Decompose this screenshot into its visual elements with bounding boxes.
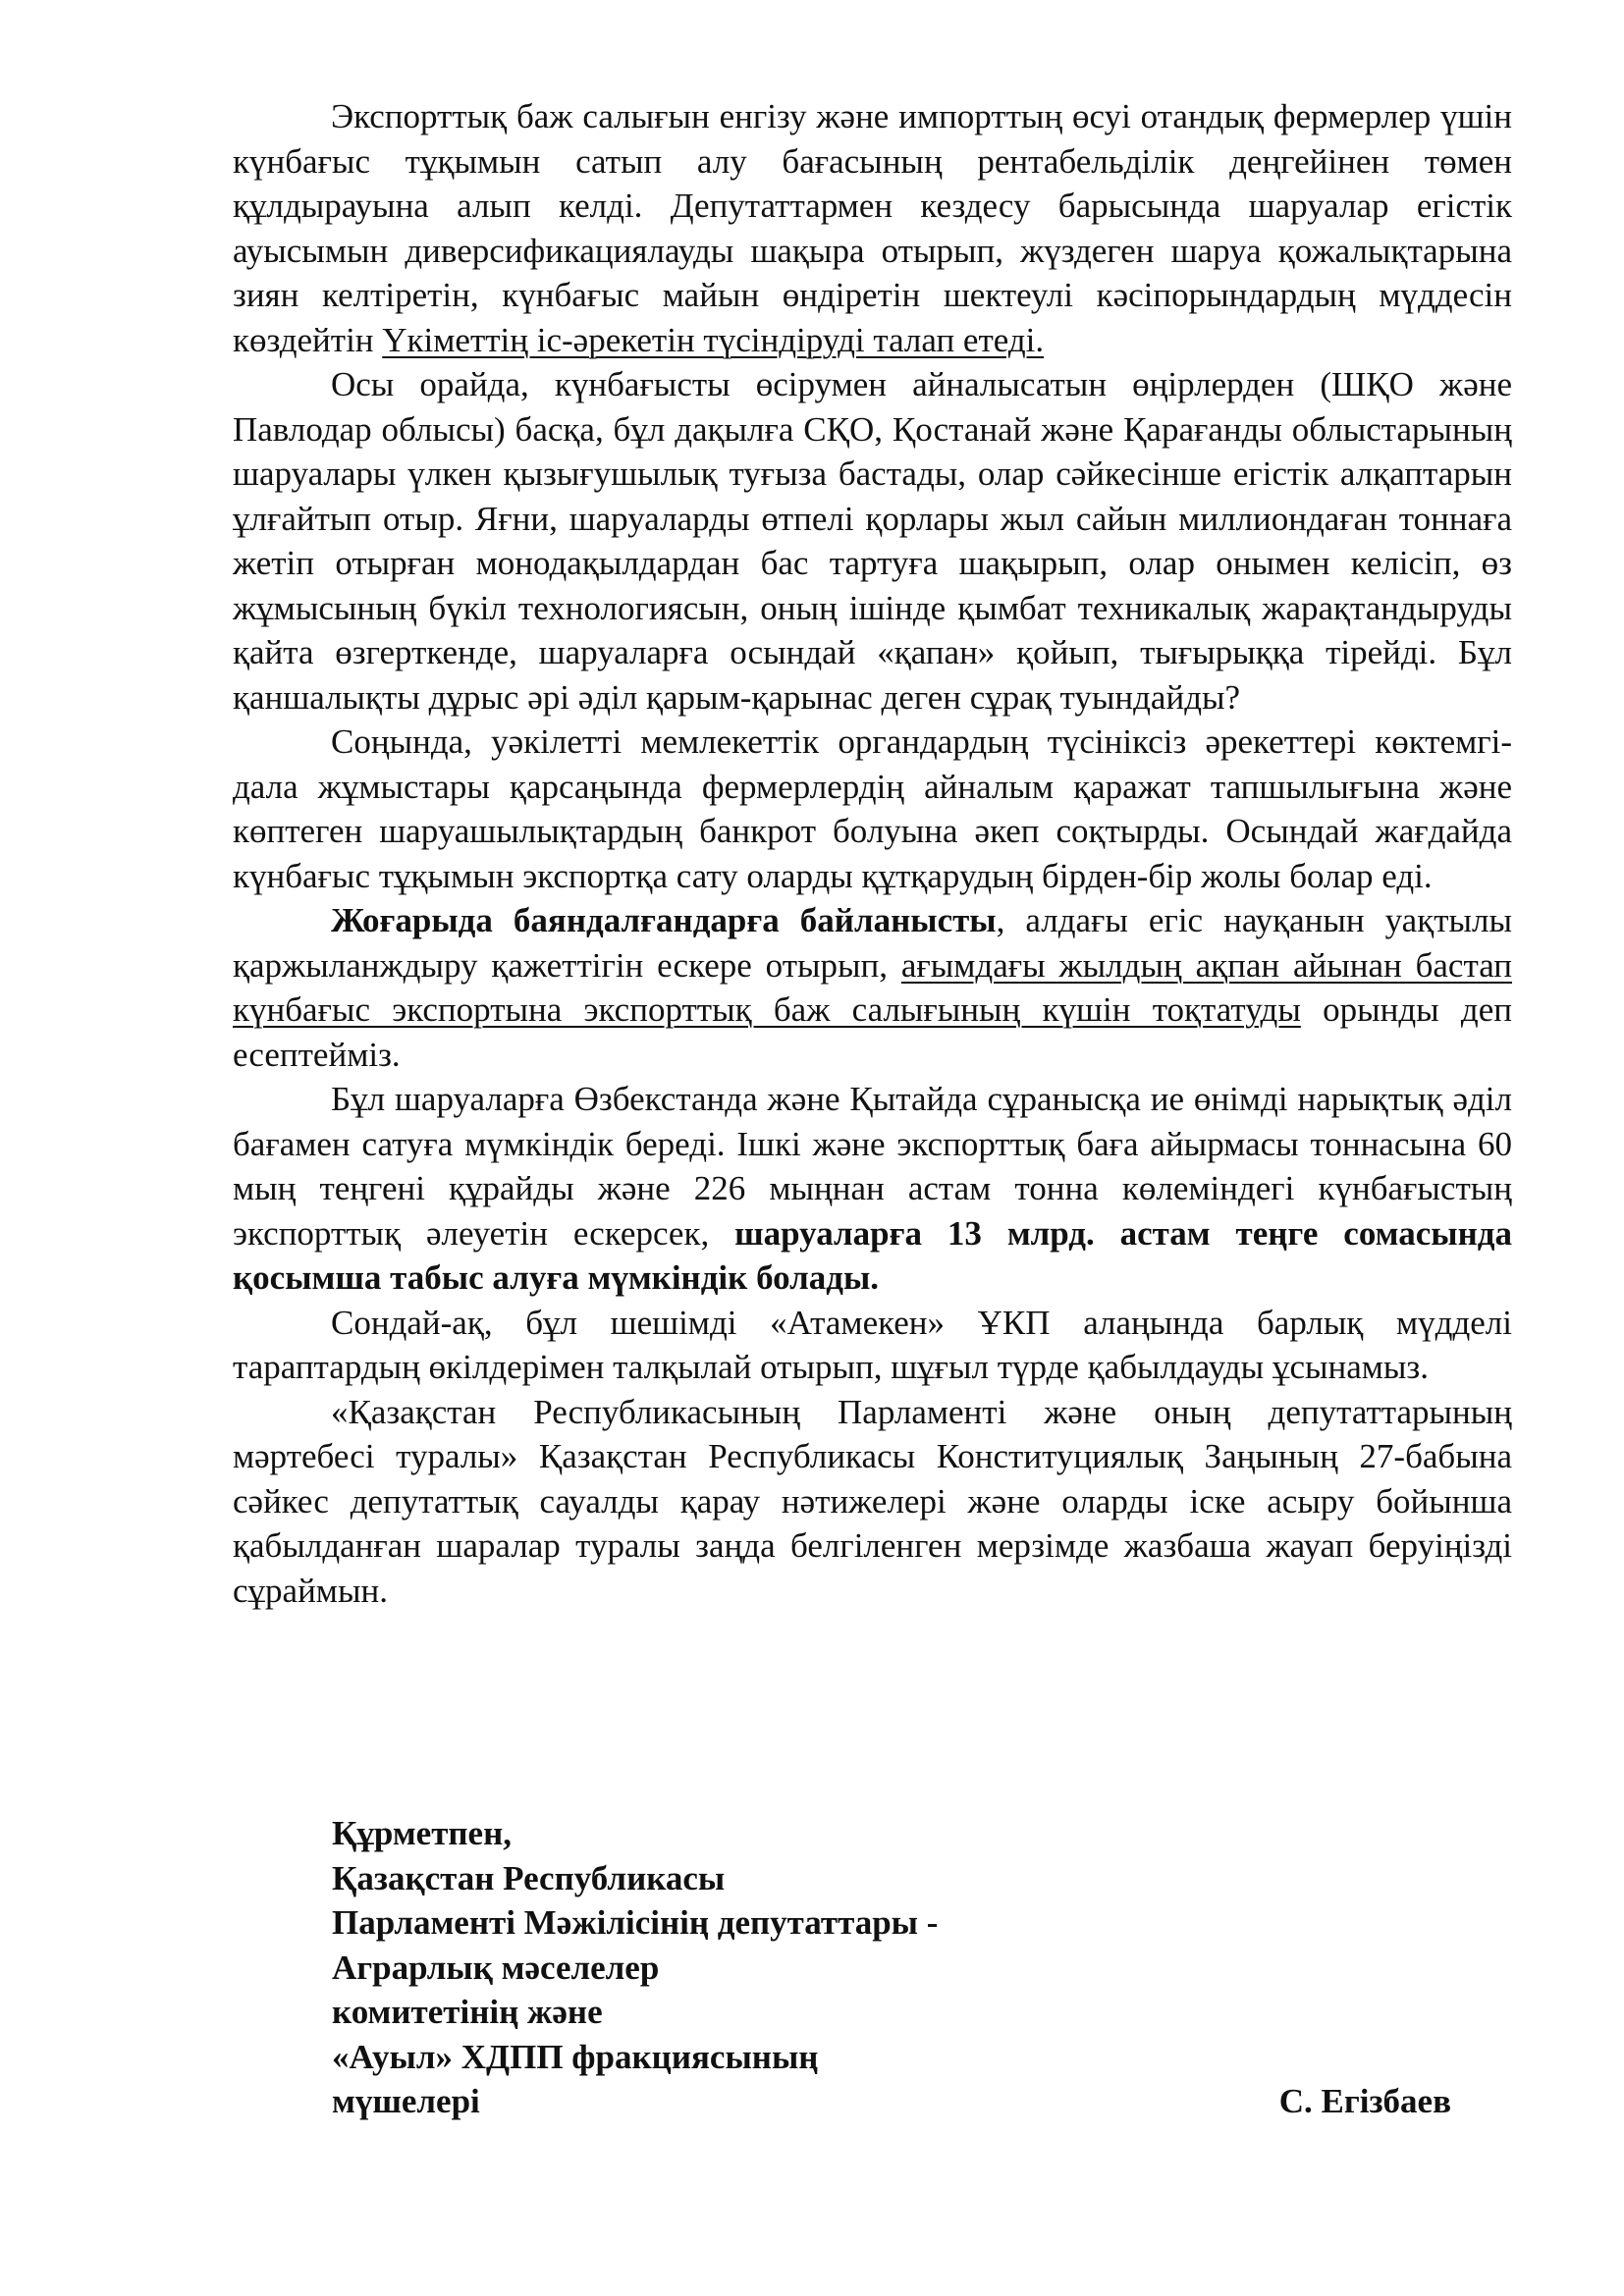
signature-block bbox=[332, 1811, 1451, 2124]
document-body bbox=[233, 94, 1512, 1613]
text-run: Осы орайда, күнбағысты өсірумен айналысатын өңірлерден (ШҚО және Павлодар облысы) басқа, бұл дақылға СҚО, Қостанай және Қарағанды облыстарының шаруалары үлкен қызығушылық туғыза бастады, олар сәйкесінше егістік алқаптарын ұлғайтып отыр. Яғни, шаруаларды өтпелі қорлары жыл сайын миллиондаған тоннаға жетіп отырған монодақылдардан бас тартуға шақырып, олар онымен келісіп, өз жұмысының бүкіл технологиясын, оның ішінде қымбат техникалық жарақтандыруды қайта өзгерткенде, шаруаларға осындай «қапан» қойып, тығырыққа тірейді. Бұл қаншалықты дұрыс әрі әділ қарым-қарынас деген сұрақ туындайды? bbox=[233, 365, 1512, 717]
paragraph bbox=[233, 720, 1512, 898]
signature-line: «Ауыл» ХДПП фракциясының bbox=[332, 2037, 819, 2076]
text-run: Экспорттық баж салығын енгізу және импорттың өсуі отандық фермерлер үшін күнбағыс тұқымын сатып алу бағасының рентабельділік деңгейінен төмен құлдырауына алып келді. Депутаттармен кездесу барысында шаруалар егістік ауысымын диверсификациялауды шақыра отырып, жүздеген шаруа қожалықтарына зиян келтіретін, күнбағыс майын өндіретін шектеулі кәсіпорындардың мүддесін көздейтін bbox=[233, 97, 1512, 359]
text-run: Соңында, уәкілетті мемлекеттік органдардың түсініксіз әрекеттері көктемгі-дала жұмыстары қарсаңында фермерлердің айналым қаражат тапшылығына және көптеген шаруашылықтардың банкрот болуына әкеп соқтырды. Осындай жағдайда күнбағыс тұқымын экспортқа сату оларды құтқарудың бірден-бір жолы болар еді. bbox=[233, 722, 1512, 895]
paragraph bbox=[233, 362, 1512, 720]
signature-line: Аграрлық мәселелер bbox=[332, 1948, 660, 1987]
paragraph bbox=[233, 898, 1512, 1077]
underlined-text: ағымдағы жылдың ақпан айынан бастап күнбағыс экспортына экспорттық баж салығының күшін тоқтатуды bbox=[233, 945, 1512, 1029]
bold-text: Жоғарыда баяндалғандарға байланысты bbox=[331, 901, 997, 939]
text-run: , алдағы егіс науқанын уақтылы қаржыланждыру қажеттігін ескере отырып, bbox=[233, 901, 1512, 985]
text-run: Бұл шаруаларға Өзбекстанда және Қытайда сұранысқа ие өнімді нарықтық әділ бағамен сатуға мүмкіндік береді. Ішкі және экспорттық баға айырмасы тоннасына 60 мың теңгені құрайды және 226 мыңнан астам тонна көлеміндегі күнбағыстың экспорттық әлеуетін ескерсек, bbox=[233, 1080, 1512, 1253]
signature-line: Құрметпен, bbox=[332, 1814, 512, 1852]
signature-line: Қазақстан Республикасы bbox=[332, 1858, 726, 1897]
paragraph bbox=[233, 1301, 1512, 1390]
underlined-text: Үкіметтің іс-әрекетін түсіндіруді талап етеді. bbox=[382, 320, 1045, 359]
paragraph bbox=[233, 1077, 1512, 1301]
signature-line: комитетінің және bbox=[332, 1993, 603, 2031]
signatory-name: С. Егізбаев bbox=[1278, 2082, 1451, 2120]
signature-line: мүшелері bbox=[332, 2082, 480, 2120]
text-run: «Қазақстан Республикасының Парламенті және оның депутаттарының мәртебесі туралы» Қазақстан Республикасы Конституциялық Заңының 27-бабына сәйкес депутаттық сауалды қарау нәтижелері және оларды іске асыру бойынша қабылданған шаралар туралы заңда белгіленген мерзімде жазбаша жауап беруіңізді сұраймын. bbox=[233, 1392, 1512, 1610]
signature-line: Парламенті Мәжілісінің депутаттары - bbox=[332, 1903, 939, 1942]
paragraph bbox=[233, 1390, 1512, 1614]
text-run: орынды деп есептейміз. bbox=[233, 990, 1512, 1074]
paragraph bbox=[233, 94, 1512, 362]
bold-text: шаруаларға 13 млрд. астам теңге сомасында қосымша табыс алуға мүмкіндік болады. bbox=[233, 1213, 1513, 1297]
text-run: Сондай-ақ, бұл шешімді «Атамекен» ҰКП алаңында барлық мүдделі тараптардың өкілдерімен талқылай отырып, шұғыл түрде қабылдауды ұсынамыз. bbox=[233, 1303, 1512, 1386]
